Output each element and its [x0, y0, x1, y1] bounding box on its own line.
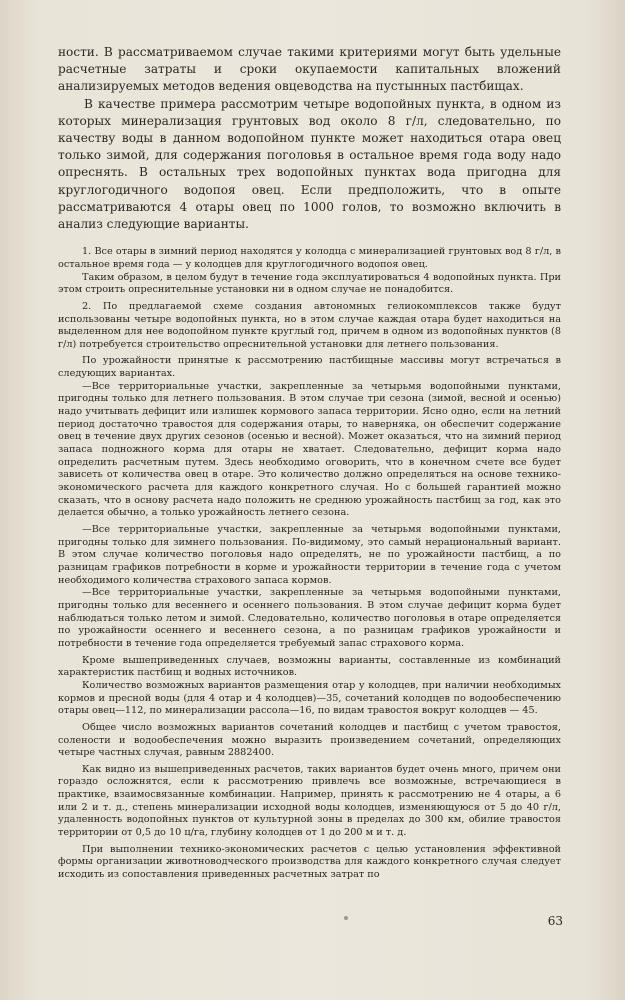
body-paragraph: —Все территориальные участки, закрепленные за четырьмя водопойными пунктами, пригодны только для зимнего пользования. По-видимому, это самый нерациональный вариант. В этом случае количество поголовья надо определять, не по урожайности пастбищ, а по разницам графиков потребности в корме и урожайности территории в течение года с учетом необходимого количества страхового запаса кормов.	[58, 524, 561, 586]
body-paragraph: Как видно из вышеприведенных расчетов, таких вариантов будет очень много, причем они гораздо осложнятся, если к рассмотрению привлечь все возможные, встречающиеся в практике, взаимосвязанные комбинации. Например, принять к рассмотрению не 4 отары, а 6 или 2 и т. д., степень минерализации исходной воды колодцев, изменяющуюся от 5 до 40 г/л, удаленность водопойных пунктов от культурной зоны в пределах до 300 км, обилие травостоя территории от 0,5 до 10 ц/га, глубину колодцев от 1 до 200 м и т. д.	[58, 763, 561, 839]
body-paragraph: —Все территориальные участки, закрепленные за четырьмя водопойными пунктами, пригодны только для весеннего и осеннего пользования. В этом случае дефицит корма будет наблюдаться только летом и зимой. Следовательно, количество поголовья в отаре определяется по урожайности осеннего и весеннего сезона, а по разницам графиков урожайности и потребности в течение года определяется требуемый запас страхового корма.	[58, 587, 561, 649]
body-paragraph: Таким образом, в целом будут в течение года эксплуатироваться 4 водопойных пункта. При этом строить опреснительные установки ни в одном случае не понадобится.	[58, 271, 561, 296]
print-smudge	[344, 916, 348, 920]
intro-paragraph: В качестве примера рассмотрим четыре водопойных пункта, в одном из которых минерализация грунтовых вод около 8 г/л, следовательно, по качеству воды в данном водопойном пункте может находиться отара овец только зимой, для содержания поголовья в остальное время года воду надо опреснять. В остальных трех водопойных пунктах вода пригодна для круглогодичного водопоя овец. Если предположить, что в опыте рассматриваются 4 отары овец по 1000 голов, то возможно включить в анализ следующие варианты.	[58, 96, 561, 232]
body-paragraph: 2. По предлагаемой схеме создания автономных гелиокомплексов также будут использованы четыре водопойных пункта, но в этом случае каждая отара будет находиться на выделенном для нее водопойном пункте круглый год, причем в одном из водопойных пунктов (8 г/л) потребуется строительство опреснительной установки для летнего пользования.	[58, 300, 561, 350]
body-paragraph: Количество возможных вариантов размещения отар у колодцев, при наличии необходимых кормов и пресной воды (для 4 отар и 4 колодцев)—35, сочетаний колодцев по водообеспечению отары овец—112, по минерализации рассола—16, по видам травостоя вокруг колодцев — 45.	[58, 679, 561, 717]
page-number: 63	[547, 914, 563, 928]
body-paragraph: По урожайности принятые к рассмотрению пастбищные массивы могут встречаться в следующих вариантах.	[58, 355, 561, 380]
body-paragraph: Кроме вышеприведенных случаев, возможны варианты, составленные из комбинаций характеристик пастбищ и водных источников.	[58, 654, 561, 679]
body-paragraph: Общее число возможных вариантов сочетаний колодцев и пастбищ с учетом травостоя, солености и водообеспечения можно выразить произведением сочетаний, определяющих четыре частных случая, равным 2882400.	[58, 721, 561, 759]
body-paragraph: —Все территориальные участки, закрепленные за четырьмя водопойными пунктами, пригодны только для летнего пользования. В этом случае три сезона (зимой, весной и осенью) надо учитывать дефицит или излишек кормового запаса территории. Ясно одно, если на летний период достаточно травостоя для содержания отары, то наверняка, он обеспечит содержание овец в течение двух других сезонов (осенью и весной). Может оказаться, что на зимний период запаса подножного корма для отары не хватает. Следовательно, дефицит корма надо определить расчетным путем. Здесь необходимо оговорить, что в конечном счете все будет зависеть от количества овец в отаре. Это количество должно определяться на основе технико-экономического расчета для каждого конкретного случая. Но с большей гарантией можно сказать, что в основу расчета надо положить не среднюю урожайность пастбищ за год, как это делается обычно, а только урожайность летнего сезона.	[58, 380, 561, 519]
intro-paragraph: ности. В рассматриваемом случае такими критериями могут быть удельные расчетные затраты и сроки окупаемости капитальных вложений анализируемых методов ведения овцеводства на пустынных пастбищах.	[58, 45, 561, 94]
body-section	[58, 246, 561, 882]
body-paragraph: При выполнении технико-экономических расчетов с целью установления эффективной формы организации животноводческого производства для каждого конкретного случая следует исходить из сопоставления приведенных расчетных затрат по	[58, 843, 561, 881]
body-paragraph: 1. Все отары в зимний период находятся у колодца с минерализацией грунтовых вод 8 г/л, в остальное время года — у колодцев для круглогодичного водопоя овец.	[58, 246, 561, 270]
intro-section	[58, 44, 561, 233]
page-text	[58, 44, 561, 882]
